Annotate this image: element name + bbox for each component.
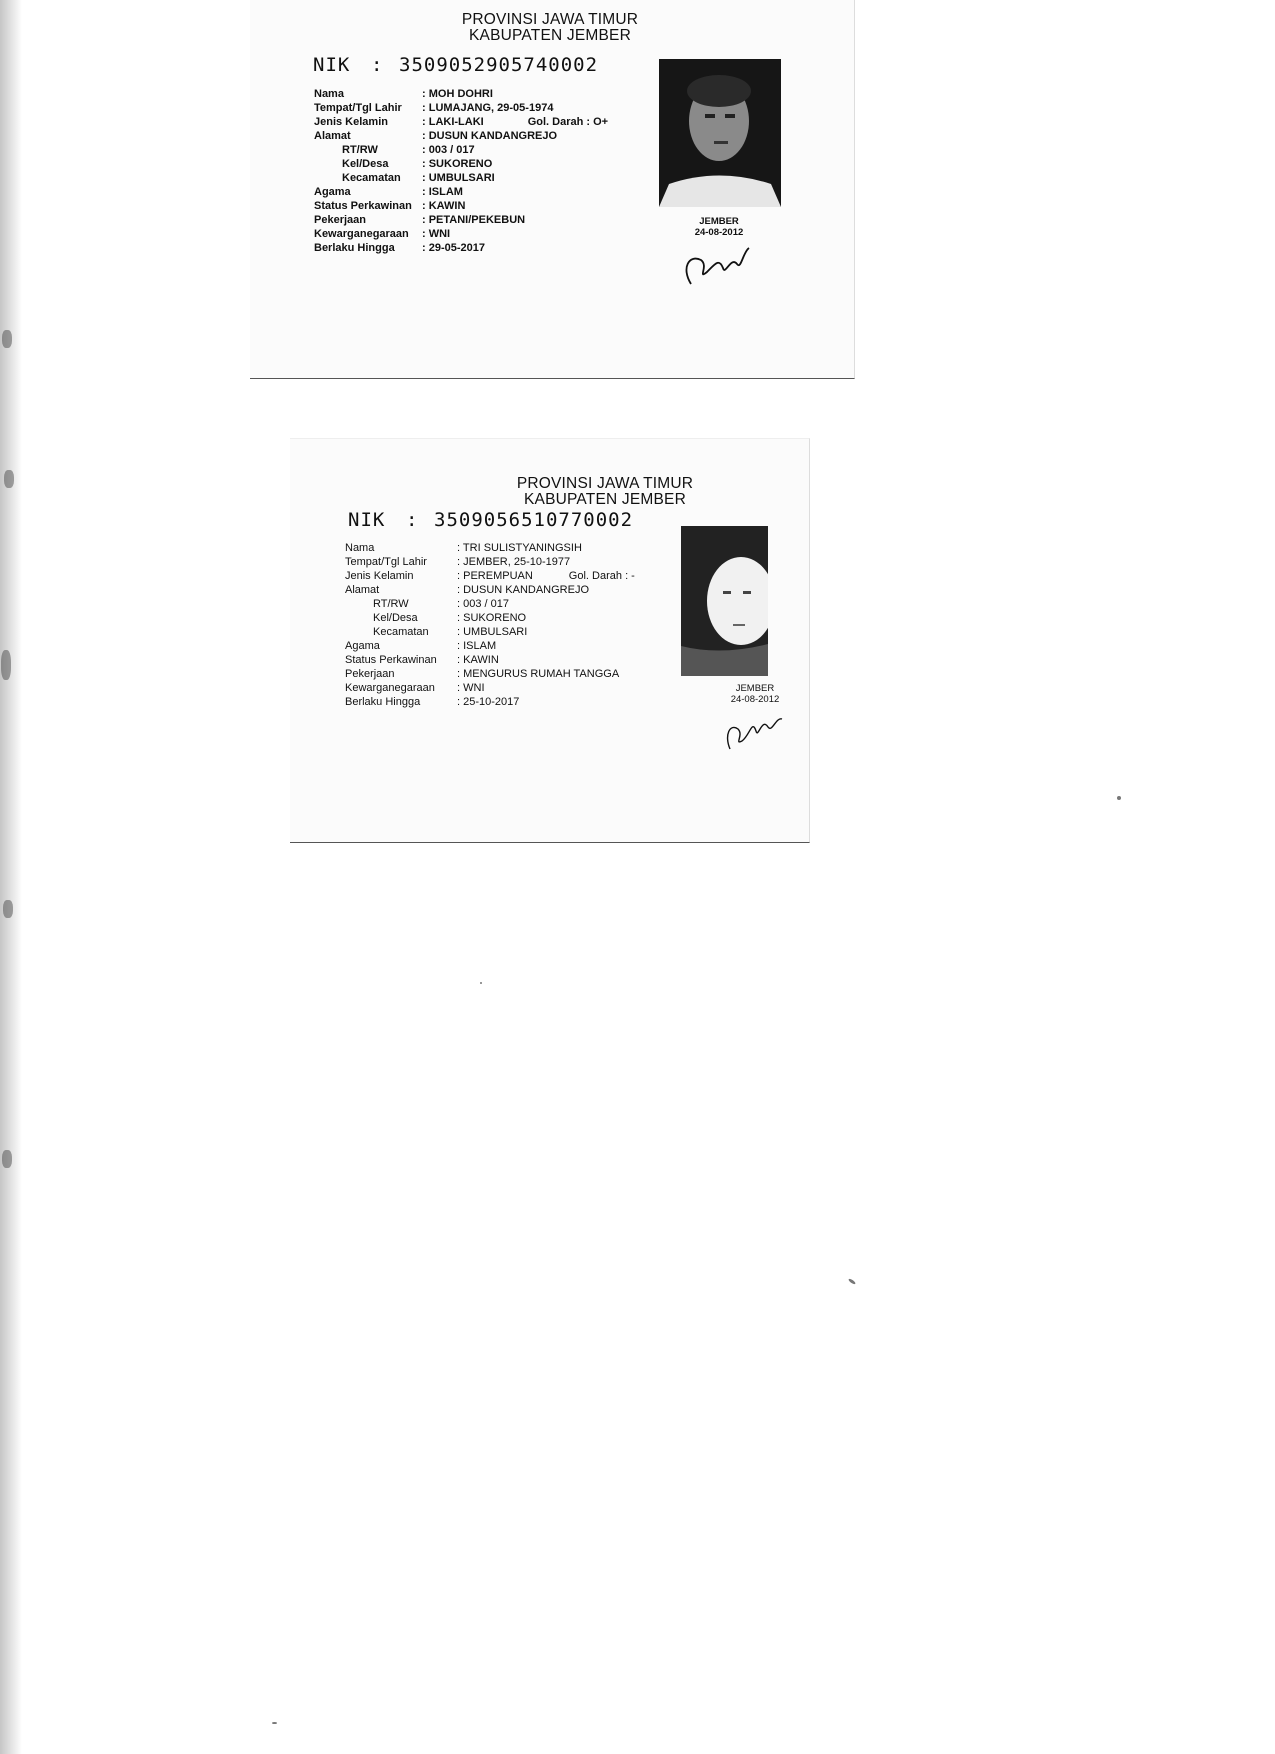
field-row-kecamatan	[314, 171, 608, 185]
field-value: : PETANI/PEKEBUN	[422, 214, 526, 226]
field-value: : 003 / 017	[457, 598, 509, 610]
field-value: : 25-10-2017	[457, 696, 520, 708]
nik-number: 3509052905740002	[399, 54, 599, 76]
field-value: : WNI	[457, 682, 485, 694]
province-name: PROVINSI JAWA TIMUR	[461, 11, 639, 28]
scan-smudge	[2, 330, 12, 348]
nik-number: 3509056510770002	[434, 509, 634, 531]
field-value: : ISLAM	[457, 640, 497, 652]
field-row-pekerjaan	[314, 213, 608, 227]
field-label: Agama	[314, 186, 351, 198]
field-label: RT/RW	[373, 598, 409, 610]
issue-date: 24-08-2012	[694, 227, 744, 238]
field-label: Status Perkawinan	[314, 200, 412, 212]
scan-speck	[480, 982, 482, 984]
scan-smudge	[1, 650, 11, 680]
field-row-kecamatan	[345, 625, 635, 639]
nik-line	[313, 54, 598, 76]
blood-type-value: : -	[625, 570, 635, 582]
field-label: Status Perkawinan	[345, 654, 437, 666]
field-label: Kewarganegaraan	[345, 682, 435, 694]
field-label: Pekerjaan	[314, 214, 366, 226]
field-label: Kel/Desa	[373, 612, 418, 624]
issuance-block	[720, 683, 790, 757]
id-card-2	[290, 438, 810, 843]
nik-line	[348, 509, 633, 531]
field-value: : MOH DOHRI	[422, 88, 493, 100]
card-header	[440, 476, 770, 508]
portrait-icon	[681, 526, 768, 676]
field-row-nama	[345, 541, 635, 555]
holder-photo	[681, 526, 768, 676]
field-row-ttl	[345, 555, 635, 569]
field-value: : KAWIN	[422, 200, 466, 212]
field-label: Tempat/Tgl Lahir	[345, 556, 427, 568]
field-row-jenis-kelamin	[314, 115, 608, 129]
nik-colon: :	[406, 509, 419, 531]
field-row-jenis-kelamin	[345, 569, 635, 583]
field-label: Tempat/Tgl Lahir	[314, 102, 402, 114]
blood-type-label: Gol. Darah	[527, 116, 584, 128]
blood-type-value: : O+	[586, 116, 609, 128]
field-value: : LAKI-LAKI	[422, 116, 484, 128]
scan-smudge	[3, 900, 13, 918]
field-row-desa	[314, 157, 608, 171]
field-value: : UMBULSARI	[457, 626, 528, 638]
issue-place: JEMBER	[699, 216, 739, 227]
field-row-berlaku	[345, 695, 635, 709]
field-value: : DUSUN KANDANGREJO	[422, 130, 558, 142]
field-value: : LUMAJANG, 29-05-1974	[422, 102, 554, 114]
field-row-nama	[314, 87, 608, 101]
scan-speck	[272, 1722, 277, 1724]
field-row-ttl	[314, 101, 608, 115]
nik-colon: :	[371, 54, 384, 76]
field-label: Kecamatan	[342, 172, 401, 184]
field-row-kewarganegaraan	[345, 681, 635, 695]
province-name: PROVINSI JAWA TIMUR	[516, 475, 694, 492]
field-value: : MENGURUS RUMAH TANGGA	[457, 668, 620, 680]
field-row-rtrw	[314, 143, 608, 157]
id-card-1	[250, 0, 855, 379]
identity-fields	[345, 541, 635, 709]
signature-icon	[722, 705, 788, 757]
field-value: : PEREMPUAN	[457, 570, 533, 582]
field-row-kewarganegaraan	[314, 227, 608, 241]
nik-label: NIK	[348, 509, 386, 531]
issuance-block	[669, 216, 769, 290]
card-header	[400, 12, 700, 44]
field-row-desa	[345, 611, 635, 625]
scan-smudge	[2, 1150, 12, 1168]
field-value: : DUSUN KANDANGREJO	[457, 584, 590, 596]
field-value: : SUKORENO	[422, 158, 493, 170]
issue-date: 24-08-2012	[730, 694, 780, 705]
field-value: : ISLAM	[422, 186, 463, 198]
issue-place: JEMBER	[735, 683, 775, 694]
field-label: Kecamatan	[373, 626, 429, 638]
field-label: Agama	[345, 640, 380, 652]
field-row-status	[345, 653, 635, 667]
field-label: Berlaku Hingga	[345, 696, 421, 708]
portrait-icon	[659, 59, 781, 207]
field-value: : TRI SULISTYANINGSIH	[457, 542, 582, 554]
field-label: Alamat	[345, 584, 380, 596]
field-row-status	[314, 199, 608, 213]
field-row-pekerjaan	[345, 667, 635, 681]
field-label: Kel/Desa	[342, 158, 389, 170]
field-label: Jenis Kelamin	[314, 116, 388, 128]
field-value: : WNI	[422, 228, 451, 240]
field-label: Kewarganegaraan	[314, 228, 409, 240]
scan-speck	[1117, 796, 1121, 800]
field-label: Nama	[314, 88, 344, 100]
scan-smudge	[4, 470, 14, 488]
field-value: : UMBULSARI	[422, 172, 495, 184]
regency-name: KABUPATEN JEMBER	[469, 27, 631, 44]
field-label: RT/RW	[342, 144, 378, 156]
field-row-alamat	[345, 583, 635, 597]
field-label: Alamat	[314, 130, 351, 142]
field-row-rtrw	[345, 597, 635, 611]
scan-speck	[848, 1278, 856, 1285]
field-value: : SUKORENO	[457, 612, 527, 624]
signature-icon	[679, 238, 759, 290]
field-row-berlaku	[314, 241, 608, 255]
blood-type-label: Gol. Darah	[568, 570, 622, 582]
holder-photo	[659, 59, 781, 207]
field-row-agama	[314, 185, 608, 199]
field-value: : 003 / 017	[422, 144, 475, 156]
field-row-alamat	[314, 129, 608, 143]
field-label: Nama	[345, 542, 375, 554]
field-row-agama	[345, 639, 635, 653]
field-value: : 29-05-2017	[422, 242, 485, 254]
field-label: Berlaku Hingga	[314, 242, 395, 254]
nik-label: NIK	[313, 54, 351, 76]
scan-edge-shadow	[0, 0, 22, 1754]
identity-fields	[314, 87, 608, 255]
field-label: Pekerjaan	[345, 668, 395, 680]
field-value: : KAWIN	[457, 654, 499, 666]
regency-name: KABUPATEN JEMBER	[524, 491, 686, 508]
field-label: Jenis Kelamin	[345, 570, 414, 582]
field-value: : JEMBER, 25-10-1977	[457, 556, 571, 568]
